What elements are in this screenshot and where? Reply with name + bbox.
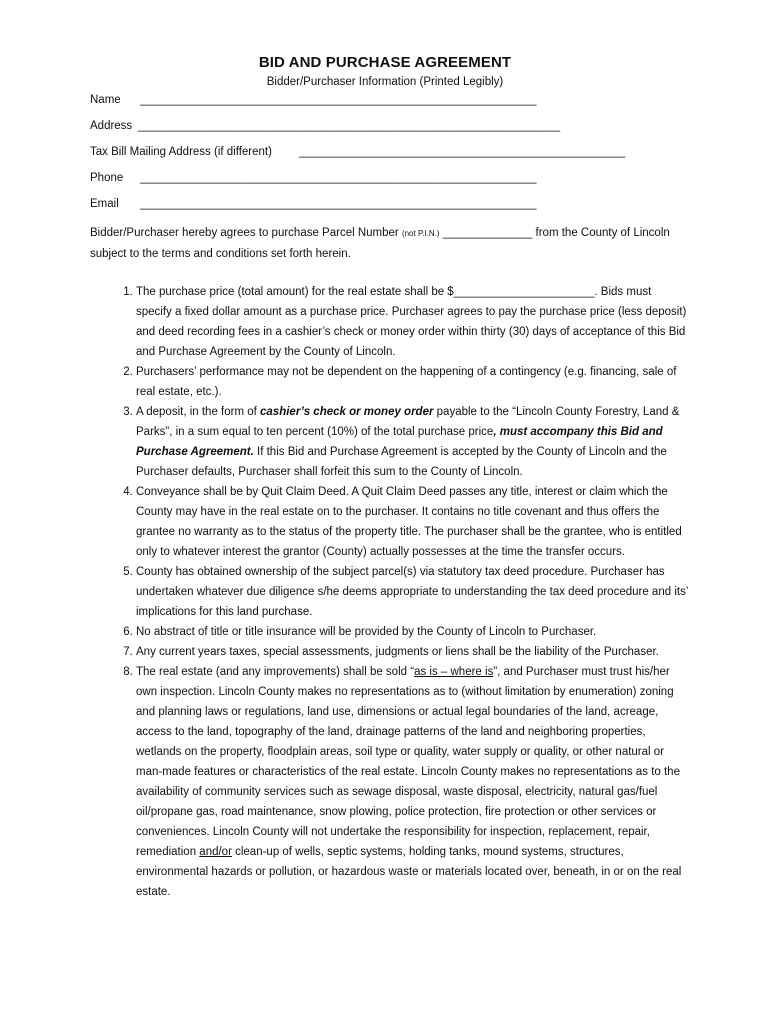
name-field bbox=[90, 94, 537, 106]
phone-label: Phone bbox=[90, 172, 124, 184]
term-3-emphasis-payment: cashier’s check or money order bbox=[260, 406, 434, 418]
term-3-text-e: If this Bid and Purchase Agreement is accepted by the County of Lincoln and the Purchaser defaults, Purchaser shall forfeit this sum to the County of Lincoln. bbox=[136, 446, 667, 478]
term-3 bbox=[136, 402, 690, 482]
term-7-text: Any current years taxes, special assessments, judgments or liens shall be the liability of the Purchaser. bbox=[136, 646, 659, 658]
tax-bill-address-field bbox=[90, 146, 626, 158]
intro-text-1: Bidder/Purchaser hereby agrees to purchase Parcel Number bbox=[90, 227, 402, 239]
term-2 bbox=[136, 362, 690, 402]
term-2-text: Purchasers’ performance may not be dependent on the happening of a contingency (e.g. financing, sale of real estate, etc.). bbox=[136, 366, 677, 398]
phone-field bbox=[90, 172, 537, 184]
term-5 bbox=[136, 562, 690, 622]
term-8-text-c: ”, and Purchaser must trust his/her own inspection. Lincoln County makes no representations as to (without limitation by enumeration) zoning and planning laws or regulations, land use, dimensions or actual legal boundaries of the land, acreage, access to the land, topography of the land, drainage patterns of the land and neighboring properties, wetlands on the property, floodplain areas, soil type or quality, water supply or quality, or other natural or man-made features or characteristics of the real estate. Lincoln County makes no representations as to the availability of community services such as sewage disposal, waste disposal, electricity, natural gas/fuel oil/propane gas, road maintenance, snow plowing, police protection, fire protection or other services or conveniences. Lincoln County will not undertake the responsibility for inspection, replacement, repair, remediation bbox=[136, 666, 680, 858]
address-label: Address bbox=[90, 120, 133, 132]
terms-list bbox=[90, 282, 690, 902]
term-8-text-e: clean-up of wells, septic systems, holding tanks, mound systems, structures, environmental hazards or pollution, or hazardous waste or materials located over, beneath, in or on the real estate. bbox=[136, 846, 682, 898]
intro-text-2: from the County of Lincoln subject to the terms and conditions set forth herein. bbox=[90, 227, 670, 260]
term-8-as-is: as is – where is bbox=[414, 666, 494, 678]
document-subtitle: Bidder/Purchaser Information (Printed Legibly) bbox=[266, 76, 504, 88]
email-label: Email bbox=[90, 198, 119, 210]
term-6 bbox=[136, 622, 690, 642]
term-3-emphasis-accompany: , must accompany this Bid and Purchase Agreement. bbox=[136, 426, 663, 458]
tax-bill-address-blank[interactable]: ___________________________________________________ bbox=[299, 146, 626, 158]
term-3-text-a: A deposit, in the form of bbox=[136, 406, 261, 418]
email-blank[interactable]: ______________________________________________________________ bbox=[140, 198, 537, 210]
term-8 bbox=[136, 662, 690, 902]
term-1-text: The purchase price (total amount) for the real estate shall be $______________________. Bids must specify a fixed dollar amount as a purchase price. Purchaser agrees to pay the purchase price (less deposit) and deed recording fees in a cashier’s check or money order within thirty (30) days of acceptance of this Bid and Purchase Agreement by the County of Lincoln. bbox=[136, 286, 687, 358]
address-blank[interactable]: __________________________________________________________________ bbox=[138, 120, 561, 132]
phone-blank[interactable]: ______________________________________________________________ bbox=[140, 172, 537, 184]
term-4 bbox=[136, 482, 690, 562]
parcel-number-blank[interactable]: ______________ bbox=[439, 227, 536, 239]
term-5-text: County has obtained ownership of the subject parcel(s) via statutory tax deed procedure. Purchaser has undertaken whatever due diligence s/he deems appropriate to understanding the tax deed procedure and its’ implications for this land purchase. bbox=[136, 566, 688, 618]
intro-small-note: (not P.I.N.) bbox=[401, 229, 440, 238]
term-1 bbox=[136, 282, 690, 362]
term-8-and-or: and/or bbox=[199, 846, 232, 858]
name-blank[interactable]: ______________________________________________________________ bbox=[140, 94, 537, 106]
address-field bbox=[90, 120, 561, 132]
parcel-intro-paragraph bbox=[90, 223, 690, 264]
email-field bbox=[90, 198, 537, 210]
term-3-text-c: payable to the “Lincoln County Forestry, Land & Parks”, in a sum equal to ten percent (10%) of the total purchase price bbox=[136, 406, 680, 438]
term-6-text: No abstract of title or title insurance will be provided by the County of Lincoln to Purchaser. bbox=[136, 626, 597, 638]
tax-bill-address-label: Tax Bill Mailing Address (if different) bbox=[90, 146, 272, 158]
document-title: BID AND PURCHASE AGREEMENT bbox=[258, 54, 512, 71]
name-label: Name bbox=[90, 94, 121, 106]
term-7 bbox=[136, 642, 690, 662]
term-4-text: Conveyance shall be by Quit Claim Deed. A Quit Claim Deed passes any title, interest or claim which the County may have in the real estate on to the purchaser. It contains no title covenant and thus offers the grantee no warranty as to the status of the property title. The purchaser shall be the grantee, who is entitled only to whatever interest the grantor (County) actually possesses at the time the transfer occurs. bbox=[136, 486, 682, 558]
term-8-text-a: The real estate (and any improvements) shall be sold “ bbox=[136, 666, 415, 678]
